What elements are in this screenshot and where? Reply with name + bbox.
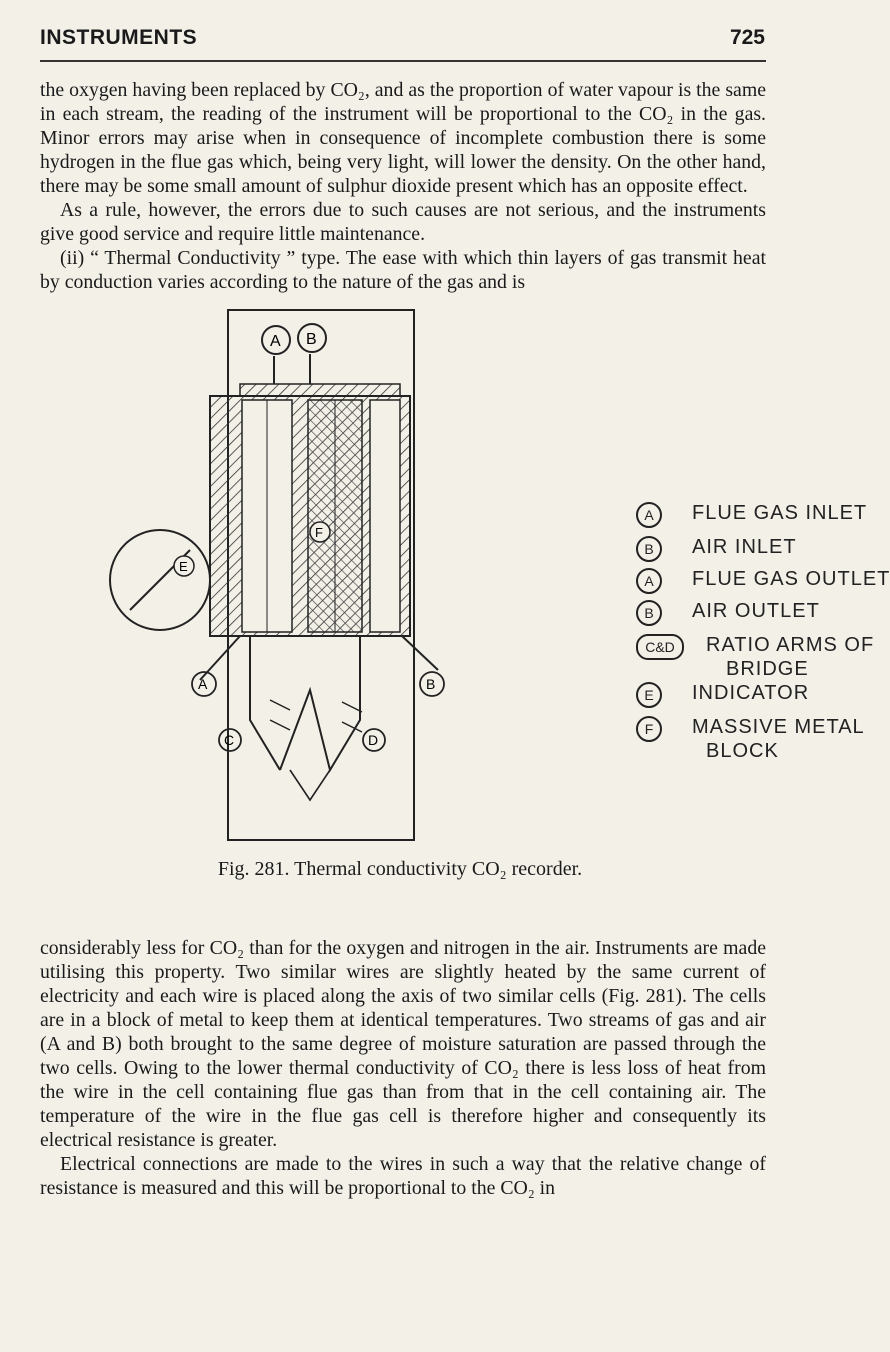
header-rule xyxy=(40,60,766,62)
paragraph: Electrical connections are made to the wires in such a way that the relative change of resistance is measured and this will be proportional to the CO₂ in xyxy=(40,1153,766,1199)
paragraph: As a rule, however, the errors due to such causes are not serious, and the instruments give good service and require little maintenance. xyxy=(40,199,766,245)
page-number: 725 xyxy=(729,26,765,49)
svg-text:E: E xyxy=(179,559,188,574)
svg-text:F: F xyxy=(315,525,323,540)
svg-text:B: B xyxy=(426,676,436,692)
figure-caption: Fig. 281. Thermal conductivity CO₂ recorder. xyxy=(217,858,583,880)
paragraph: considerably less for CO₂ than for the oxygen and nitrogen in the air. Instruments are made utilising this property. Two similar wires are slightly heated by the same current of electricity and each wire is placed along the axis of two similar cells (Fig. 281). The cells are in a block of metal to keep them at identical temperatures. Two streams of gas and air (A and B) both brought to the same degree of moisture saturation are passed through the two cells. Owing to the lower thermal conductivity of CO₂ there is less loss of heat from the wire in the cell containing flue gas than from that in the cell containing air. The temperature of the wire in the flue gas cell is therefore higher and consequently its electrical resistance is greater. xyxy=(40,937,766,1151)
svg-text:B: B xyxy=(306,331,317,348)
running-title: INSTRUMENTS xyxy=(40,26,198,49)
body-text-bottom xyxy=(40,936,766,1200)
svg-text:A: A xyxy=(270,333,281,350)
svg-text:D: D xyxy=(368,732,379,748)
svg-text:A: A xyxy=(198,676,208,692)
paragraph: the oxygen having been replaced by CO₂, and as the proportion of water vapour is the same in each stream, the reading of the instrument will be proportional to the CO₂ in the gas. Minor errors may arise when in consequence of incomplete combustion there is some hydrogen in the flue gas which, being very light, will lower the density. On the other hand, there may be some small amount of sulphur dioxide present which has an opposite effect. xyxy=(40,79,766,197)
page-header xyxy=(40,24,765,60)
recorder-diagram xyxy=(170,300,470,848)
body-text-top xyxy=(40,78,766,294)
figure-legend: A FLUE GAS INLET B AIR INLET A FLUE GAS OUTLET B AIR OUTLET C&D RATIO ARMS OF BRIDGE E INDICATOR F MASSIVE METAL BLOCK xyxy=(0,0,800,1352)
paragraph: (ii) “ Thermal Conductivity ” type. The ease with which thin layers of gas transmit heat by conduction varies according to the nature of the gas and is xyxy=(40,247,766,293)
svg-text:C: C xyxy=(224,732,235,748)
